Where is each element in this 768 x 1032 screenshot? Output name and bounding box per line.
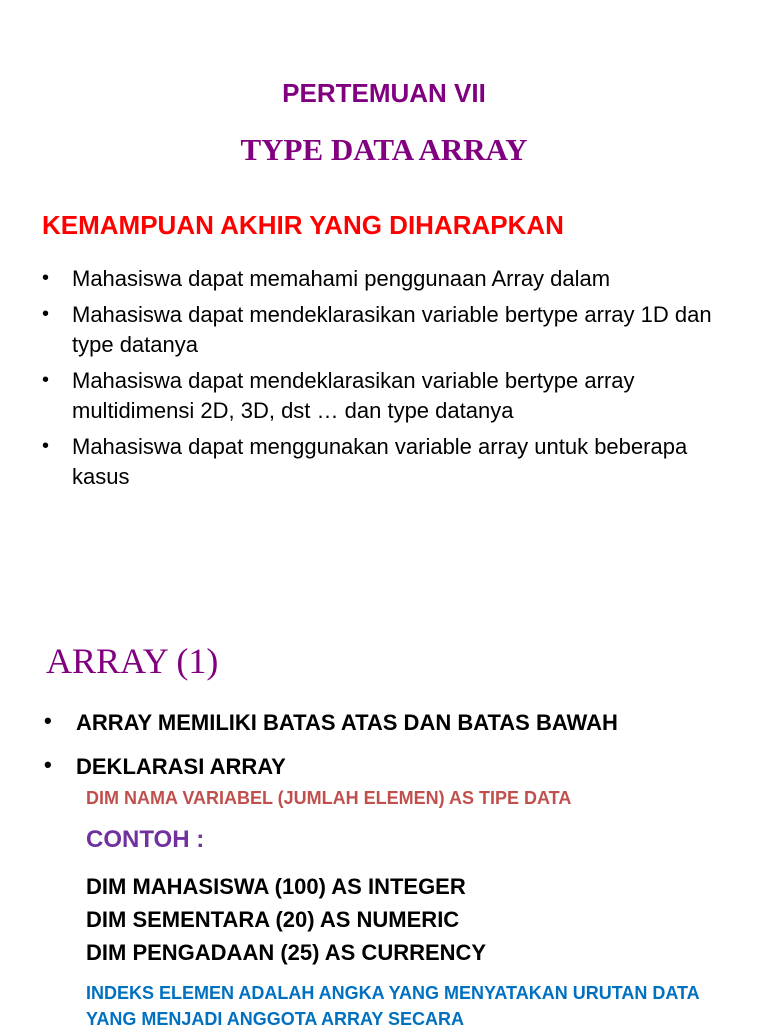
example-line: DIM SEMENTARA (20) AS NUMERIC	[86, 907, 460, 932]
objectives-list	[42, 264, 742, 498]
bullet-list	[44, 708, 744, 782]
declaration-syntax: DIM NAMA VARIABEL (JUMLAH ELEMEN) AS TIPE DATA	[86, 788, 572, 808]
meeting-number: PERTEMUAN VII	[282, 78, 486, 108]
example-line: DIM PENGADAAN (25) AS CURRENCY	[86, 940, 487, 965]
bullet-item: • ARRAY MEMILIKI BATAS ATAS DAN BATAS BAWAH	[44, 708, 744, 738]
objective-item: • Mahasiswa dapat menggunakan variable array untuk beberapa kasus	[42, 432, 742, 492]
example-label: CONTOH :	[86, 826, 205, 853]
objective-item: • Mahasiswa dapat memahami penggunaan Array dalam	[42, 264, 742, 294]
slide-title: TYPE DATA ARRAY	[240, 132, 528, 167]
objectives-heading: KEMAMPUAN AKHIR YANG DIHARAPKAN	[42, 210, 564, 240]
example-line: DIM MAHASISWA (100) AS INTEGER	[86, 874, 466, 899]
slide-title: ARRAY (1)	[46, 641, 219, 681]
example-code	[86, 870, 486, 969]
index-note: INDEKS ELEMEN ADALAH ANGKA YANG MENYATAKAN URUTAN DATA YANG MENJADI ANGGOTA ARRAY SECARA	[86, 983, 700, 1029]
objective-item: • Mahasiswa dapat mendeklarasikan variable bertype array 1D dan type datanya	[42, 300, 742, 360]
slide-2	[0, 600, 768, 1029]
objective-item: • Mahasiswa dapat mendeklarasikan variable bertype array multidimensi 2D, 3D, dst … dan type datanya	[42, 366, 742, 426]
bullet-item: • DEKLARASI ARRAY	[44, 752, 744, 782]
